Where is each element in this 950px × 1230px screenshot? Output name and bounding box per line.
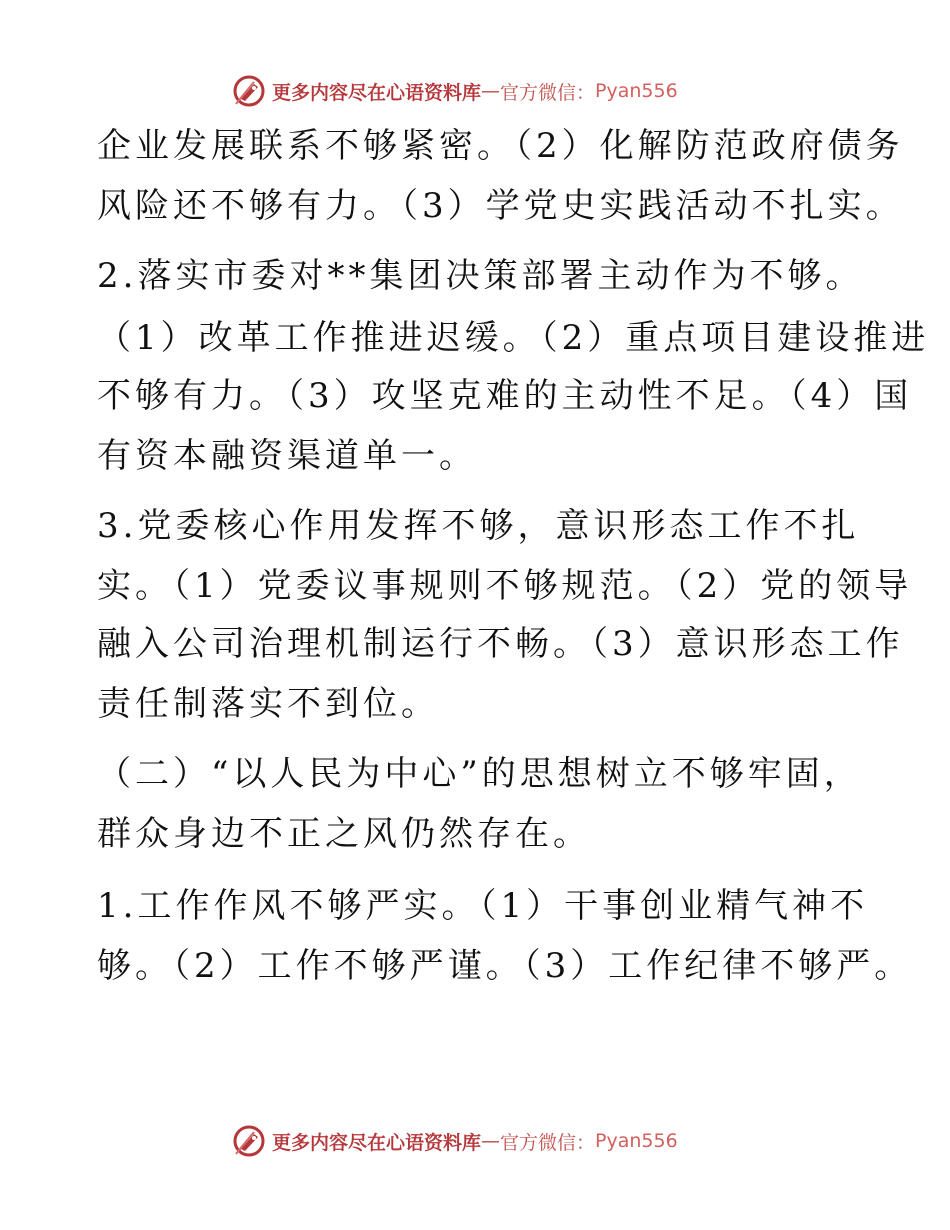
text-line: 实。（1）党委议事规则不够规范。（2）党的领导: [97, 566, 913, 606]
watermark-official-label: 官方微信：: [500, 1131, 596, 1154]
text-line: 有资本融资渠道单一。: [97, 436, 477, 476]
text-line: 责任制落实不到位。: [97, 684, 439, 724]
text-line: 不够有力。（3）攻坚克难的主动性不足。（4）国: [97, 376, 913, 416]
watermark-wechat-id: Pyan556: [595, 1130, 678, 1152]
text-line: 企业发展联系不够紧密。（2）化解防范政府债务: [97, 126, 904, 166]
text-line: 3.党委核心作用发挥不够，意识形态工作不扎: [97, 506, 860, 546]
text-line: 2.落实市委对**集团决策部署主动作为不够。: [97, 256, 864, 296]
text-line: 1.工作作风不够严实。（1）干事创业精气神不: [97, 886, 869, 926]
watermark-dash: —: [481, 1130, 501, 1152]
text-line: （二）“以人民为中心”的思想树立不够牢固，: [97, 754, 862, 794]
watermark-footer: [232, 1124, 678, 1158]
watermark-main-text: 更多内容尽在心语资料库: [272, 1131, 482, 1154]
text-line: （1）改革工作推进迟缓。（2）重点项目建设推进: [97, 318, 930, 358]
text-line: 融入公司治理机制运行不畅。（3）意识形态工作: [97, 624, 904, 664]
text-line: 群众身边不正之风仍然存在。: [97, 814, 591, 854]
text-line: 够。（2）工作不够严谨。（3）工作纪律不够严。: [97, 946, 913, 986]
watermark-main-text: 更多内容尽在心语资料库: [272, 81, 482, 104]
pen-nib-logo-icon: [232, 1124, 266, 1158]
text-line: 风险还不够有力。（3）学党史实践活动不扎实。: [97, 186, 904, 226]
watermark-official-label: 官方微信：: [500, 81, 596, 104]
watermark-wechat-id: Pyan556: [595, 80, 678, 102]
watermark-dash: —: [481, 80, 501, 102]
